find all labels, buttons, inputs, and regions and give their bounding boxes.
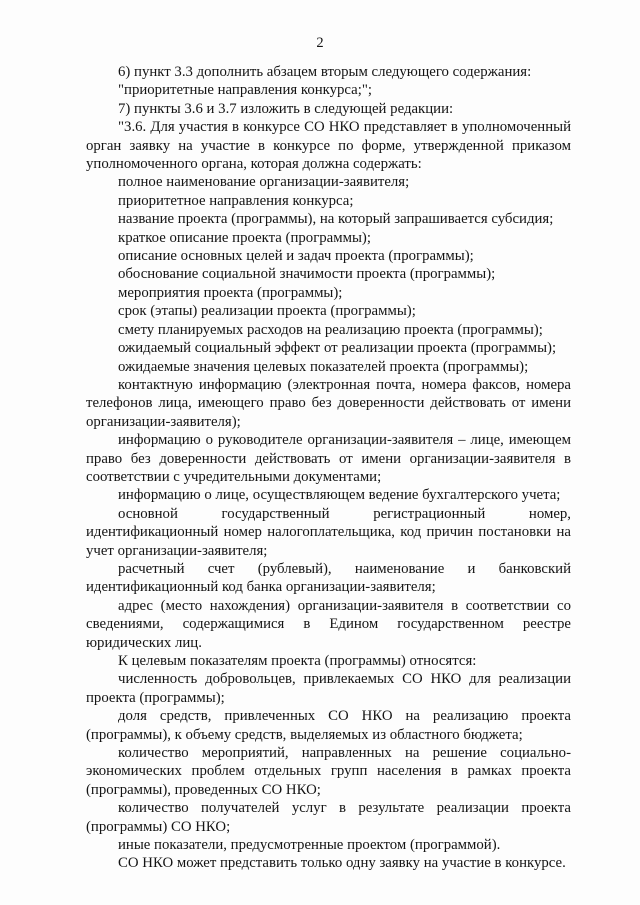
list-item: мероприятия проекта (программы); — [118, 284, 343, 301]
list-item: количество мероприятий, направленных на решение социально-экономических проблем отдельных групп населения в рамках проекта (программы), проведенных СО НКО; — [86, 745, 571, 798]
list-item: обоснование социальной значимости проекта (программы); — [118, 266, 496, 283]
list-item: расчетный счет (рублевый), наименование и банковский идентификационный код банка организации-заявителя; — [86, 560, 571, 596]
list-item: название проекта (программы), на который запрашивается субсидия; — [118, 211, 554, 228]
list-item: полное наименование организации-заявителя; — [118, 174, 410, 191]
paragraph: К целевым показателям проекта (программы) относятся: — [118, 653, 477, 669]
paragraph: СО НКО может представить только одну заявку на участие в конкурсе. — [118, 855, 566, 872]
document-body — [86, 63, 571, 873]
paragraph: 6) пункт 3.3 дополнить абзацем вторым следующего содержания: — [118, 64, 532, 80]
list-item: количество получателей услуг в результате реализации проекта (программы) СО НКО; — [86, 800, 571, 835]
list-item: ожидаемые значения целевых показателей проекта (программы); — [118, 358, 529, 375]
list-item: основной государственный регистрационный номер, идентификационный номер налогоплательщика, код причин постановки на учет организации-заявителя; — [86, 505, 571, 559]
paragraph: "3.6. Для участия в конкурсе СО НКО представляет в уполномоченный орган заявку на участие в конкурсе по форме, утвержденной приказом уполномоченного органа, которая должна содержать: — [86, 119, 571, 173]
list-item: краткое описание проекта (программы); — [118, 229, 371, 246]
list-item: информацию о руководителе организации-заявителя – лице, имеющем право без доверенности действовать от имени организации-заявителя в соответствии с учредительными документами; — [86, 432, 571, 485]
list-item: ожидаемый социальный эффект от реализации проекта (программы); — [118, 340, 557, 357]
list-item: иные показатели, предусмотренные проектом (программой). — [118, 837, 501, 854]
paragraph: 7) пункты 3.6 и 3.7 изложить в следующей редакции: — [118, 100, 454, 117]
paragraph: "приоритетные направления конкурса;"; — [118, 82, 372, 99]
page-number: 2 — [316, 35, 324, 51]
list-item: описание основных целей и задач проекта (программы); — [118, 248, 474, 265]
list-item: адрес (место нахождения) организации-заявителя в соответствии со сведениями, содержащимися в Едином государственном реестре юридических лиц. — [86, 597, 571, 651]
list-item: информацию о лице, осуществляющем ведение бухгалтерского учета; — [118, 487, 561, 504]
list-item: контактную информацию (электронная почта, номера факсов, номера телефонов лица, имеющего право без доверенности действовать от имени организации-заявителя); — [86, 376, 571, 430]
list-item: численность добровольцев, привлекаемых СО НКО для реализации проекта (программы); — [86, 671, 571, 706]
list-item: срок (этапы) реализации проекта (программы); — [118, 303, 416, 320]
list-item: смету планируемых расходов на реализацию проекта (программы); — [118, 321, 543, 338]
list-item: приоритетное направления конкурса; — [118, 192, 354, 209]
list-item: доля средств, привлеченных СО НКО на реализацию проекта (программы), к объему средств, выделяемых из областного бюджета; — [86, 708, 571, 743]
